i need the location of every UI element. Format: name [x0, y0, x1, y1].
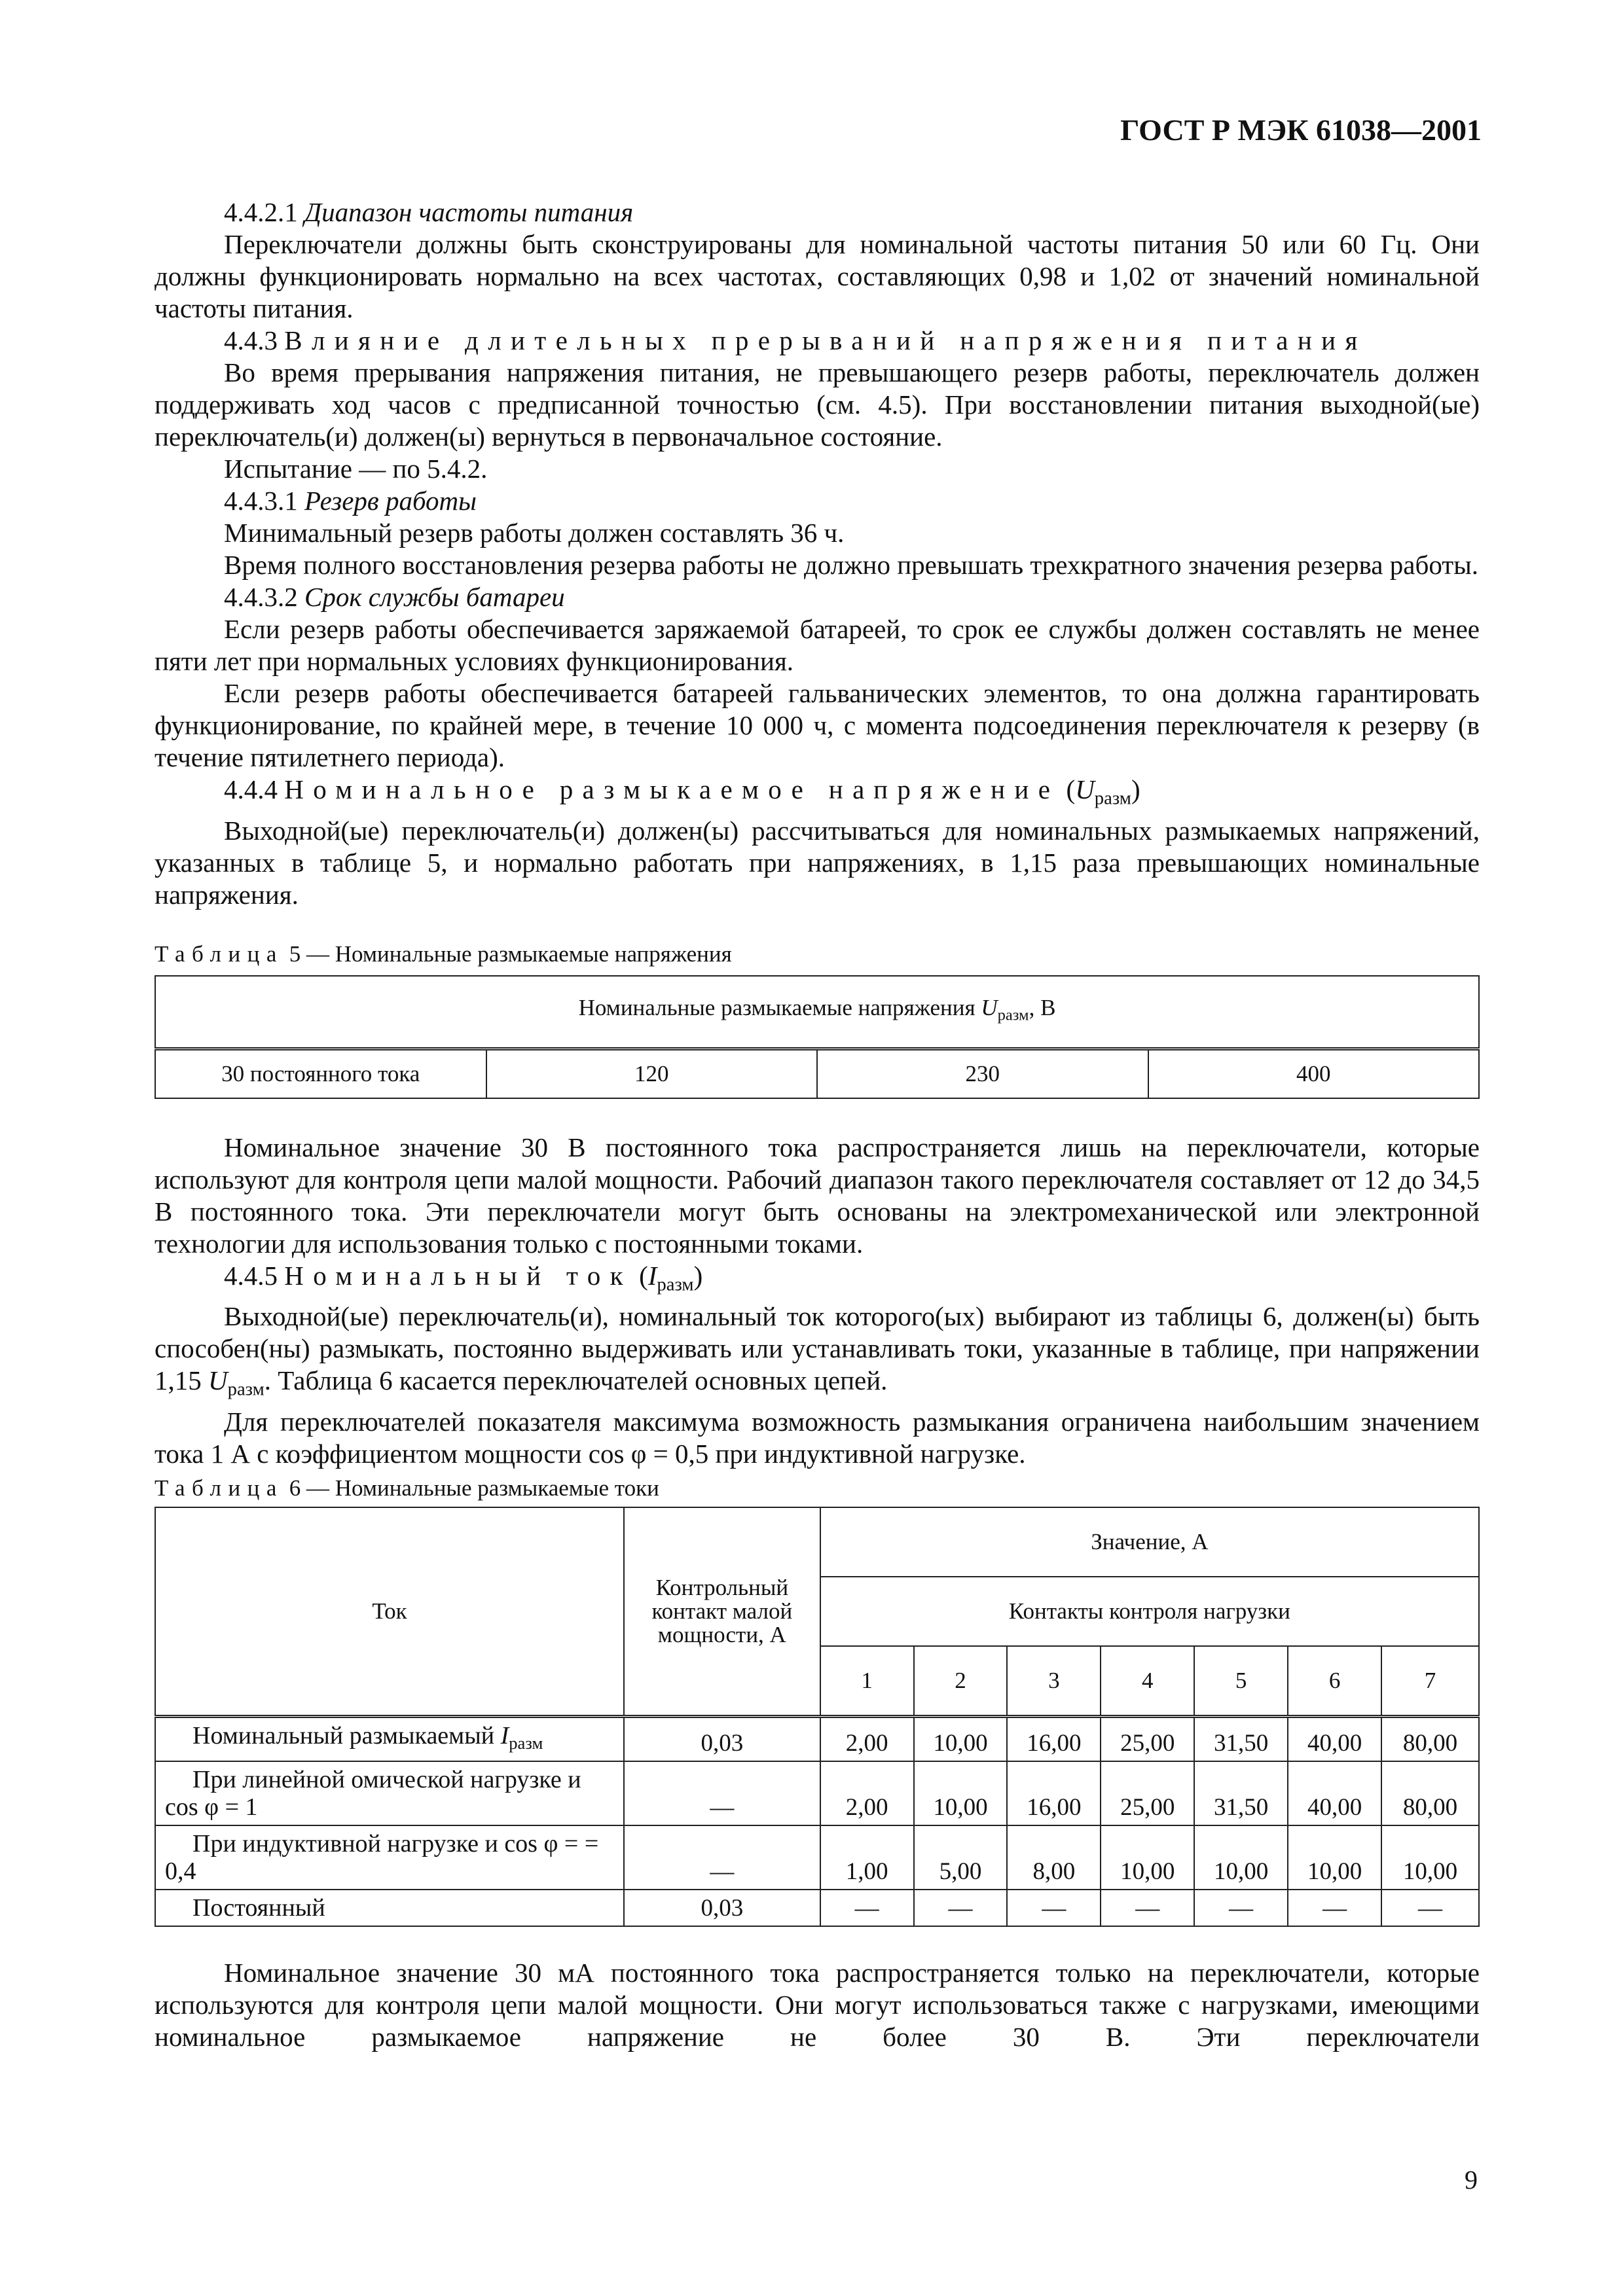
control-value: — [624, 1825, 820, 1890]
paragraph: Номинальное значение 30 В постоянного тока распространяется лишь на переключатели, которые используют для контроля цепи малой мощности. Рабочий диапазон такого переключателя составляет от 12 до 34,5 В постоянного тока. Эти переключатели могут быть основаны на электромеханической или электронной технологии для использования только с постоянными токами. [155, 1132, 1480, 1259]
table-cell: 10,00 [914, 1716, 1008, 1761]
paragraph: Если резерв работы обеспечивается заряжаемой батареей, то срок ее службы должен составлять не менее пяти лет при нормальных условиях функционирования. [155, 614, 1480, 676]
table-cell: 2,00 [820, 1716, 914, 1761]
table-cell: 400 [1148, 1049, 1480, 1098]
table-5-caption [155, 940, 1480, 969]
section-number: 4.4.4 [224, 774, 278, 804]
row-label-text: Номинальный размыкаемый [192, 1721, 495, 1749]
header-load-contacts: Контакты контроля нагрузки [820, 1577, 1479, 1646]
symbol-subscript: разм [227, 1378, 264, 1400]
control-value: 0,03 [624, 1890, 820, 1926]
table-cell: 2,00 [820, 1761, 914, 1825]
table-cell: — [1288, 1890, 1381, 1926]
table-cell: — [1007, 1890, 1101, 1926]
table-cell: — [914, 1890, 1008, 1926]
column-number: 5 [1194, 1646, 1288, 1717]
page-number: 9 [1465, 2165, 1478, 2195]
table-row [155, 1716, 1479, 1761]
table-cell: — [1194, 1890, 1288, 1926]
paragraph: Для переключателей показателя максимума возможность размыкания ограничена наибольшим значением тока 1 А с коэффициентом мощности cos φ = 0,5 при индуктивной нагрузке. [155, 1406, 1480, 1469]
section-title: Диапазон частоты питания [304, 197, 634, 227]
symbol: I [500, 1721, 509, 1749]
table-cell: 30 постоянного тока [155, 1049, 486, 1098]
table-cell: 8,00 [1007, 1825, 1101, 1890]
symbol: U [1075, 774, 1095, 804]
table-cell: 25,00 [1101, 1761, 1194, 1825]
table-row [155, 1825, 1479, 1890]
table-cell: 1,00 [820, 1825, 914, 1890]
section-number: 4.4.5 [224, 1260, 278, 1291]
column-number: 2 [914, 1646, 1008, 1717]
table-cell: 10,00 [914, 1761, 1008, 1825]
table-cell: — [1101, 1890, 1194, 1926]
paragraph: Во время прерывания напряжения питания, не превышающего резерв работы, переключатель должен поддерживать ход часов с предписанной точностью (см. 4.5). При восстановлении питания выходной(ые) переключатель(и) должен(ы) вернуться в первоначальное состояние. [155, 357, 1480, 452]
paragraph: Выходной(ые) переключатель(и) должен(ы) рассчитываться для номинальных размыкаемых напряжений, указанных в таблице 5, и нормально работать при напряжениях, в 1,15 раза превышающих номинальные напряжения. [155, 815, 1480, 910]
table-cell: — [1381, 1890, 1479, 1926]
symbol: I [647, 1260, 657, 1291]
caption-text: 5 — Номинальные размыкаемые напряжения [289, 941, 732, 967]
document-header: ГОСТ Р МЭК 61038—2001 [1120, 113, 1482, 147]
table-row [155, 1890, 1479, 1926]
heading-4421 [155, 196, 1480, 228]
heading-4431 [155, 485, 1480, 517]
column-number: 3 [1007, 1646, 1101, 1717]
table-6-caption [155, 1474, 1480, 1503]
table-cell: 40,00 [1288, 1716, 1381, 1761]
table-row [155, 1761, 1479, 1825]
table-cell: 16,00 [1007, 1716, 1101, 1761]
header-value: Значение, А [820, 1507, 1479, 1577]
paragraph: Если резерв работы обеспечивается батареей гальванических элементов, то она должна гарантировать функционирование, по крайней мере, в течение 10 000 ч, с момента подсоединения переключателя к резерву (в течение пятилетнего периода). [155, 678, 1480, 772]
table-cell: 10,00 [1101, 1825, 1194, 1890]
section-number: 4.4.3.1 [224, 486, 298, 516]
paragraph: Номинальное значение 30 мА постоянного тока распространяется только на переключатели, которые используются для контроля цепи малой мощности. Они могут использоваться также с нагрузками, имеющими номинальное размыкаемое напряжение не более 30 В. Эти переключатели [155, 1957, 1480, 2052]
table-cell: 120 [486, 1049, 818, 1098]
caption-word: Таблица [155, 941, 283, 967]
row-label: При линейной омической нагрузке и cos φ = 1 [155, 1761, 624, 1825]
section-title: Срок службы батареи [304, 582, 565, 612]
column-number: 4 [1101, 1646, 1194, 1717]
column-number: 1 [820, 1646, 914, 1717]
table-cell: 80,00 [1381, 1716, 1479, 1761]
section-number: 4.4.3 [224, 325, 278, 355]
table-cell: 16,00 [1007, 1761, 1101, 1825]
heading-445: 4.4.5 Номинальный ток $(I_{разм})$ [224, 1260, 703, 1295]
row-label: При индуктивной нагрузке и cos φ = = 0,4 [155, 1825, 624, 1890]
caption-text: 6 — Номинальные размыкаемые токи [289, 1475, 659, 1501]
column-number: 6 [1288, 1646, 1381, 1717]
heading-443 [155, 325, 1480, 357]
paragraph-text: . Таблица 6 касается переключателей основных цепей. [264, 1365, 888, 1396]
unit: , В [1029, 994, 1056, 1020]
table-cell: 31,50 [1194, 1761, 1288, 1825]
heading-444: 4.4.4 Номинальное размыкаемое напряжение $(U_{разм})$ [224, 774, 1140, 809]
table-cell: 5,00 [914, 1825, 1008, 1890]
table-5-header [155, 976, 1479, 1049]
document-body [155, 196, 1480, 2053]
symbol-subscript: разм [997, 1006, 1029, 1024]
paragraph: Переключатели должны быть сконструированы для номинальной частоты питания 50 или 60 Гц. Они должны функционировать нормально на всех частотах, составляющих 0,98 и 1,02 от значений номинальной частоты питания. [155, 229, 1480, 323]
paragraph: Минимальный резерв работы должен составлять 36 ч. [224, 518, 845, 548]
control-value: 0,03 [624, 1716, 820, 1761]
header-control-contact: Контрольный контакт малой мощности, А [624, 1507, 820, 1717]
table-cell: 80,00 [1381, 1761, 1479, 1825]
table-cell: 10,00 [1381, 1825, 1479, 1890]
symbol-subscript: разм [1094, 787, 1131, 809]
header-current: Ток [155, 1507, 624, 1717]
symbol-subscript: разм [657, 1274, 694, 1295]
section-title: Резерв работы [304, 486, 477, 516]
table-cell: 10,00 [1288, 1825, 1381, 1890]
section-title: Влияние длительных прерываний напряжения питания [284, 325, 1367, 355]
paragraph [155, 1300, 1480, 1406]
symbol: U [208, 1365, 228, 1396]
table-cell: 10,00 [1194, 1825, 1288, 1890]
section-number: 4.4.3.2 [224, 582, 298, 612]
table-6 [155, 1507, 1480, 1927]
row-label: Постоянный [155, 1890, 624, 1926]
symbol: U [981, 994, 998, 1020]
row-label [155, 1716, 624, 1761]
table-5 [155, 975, 1480, 1099]
table-cell: 40,00 [1288, 1761, 1381, 1825]
paragraph: Время полного восстановления резерва работы не должно превышать трехкратного значения резерва работы. [224, 550, 1478, 580]
table-cell: — [820, 1890, 914, 1926]
paragraph: Испытание — по 5.4.2. [224, 454, 488, 484]
table-cell: 31,50 [1194, 1716, 1288, 1761]
paragraph-text: Выходной(ые) переключатель(и), номинальный ток которого(ых) выбирают из таблицы 6, должен(ы) быть способен(ны) размыкать, постоянно выдерживать или устанавливать токи, указанные в таблице, при напряжении 1,15 [155, 1301, 1480, 1396]
section-title: Номинальное размыкаемое напряжение [284, 774, 1060, 804]
section-number: 4.4.2.1 [224, 197, 298, 227]
table-cell: 25,00 [1101, 1716, 1194, 1761]
heading-4432 [155, 581, 1480, 613]
symbol-subscript: разм [509, 1732, 543, 1753]
control-value: — [624, 1761, 820, 1825]
caption-word: Таблица [155, 1475, 283, 1501]
table-cell: 230 [817, 1049, 1148, 1098]
section-title: Номинальный ток [284, 1260, 632, 1291]
header-text: Номинальные размыкаемые напряжения [578, 994, 976, 1020]
column-number: 7 [1381, 1646, 1479, 1717]
